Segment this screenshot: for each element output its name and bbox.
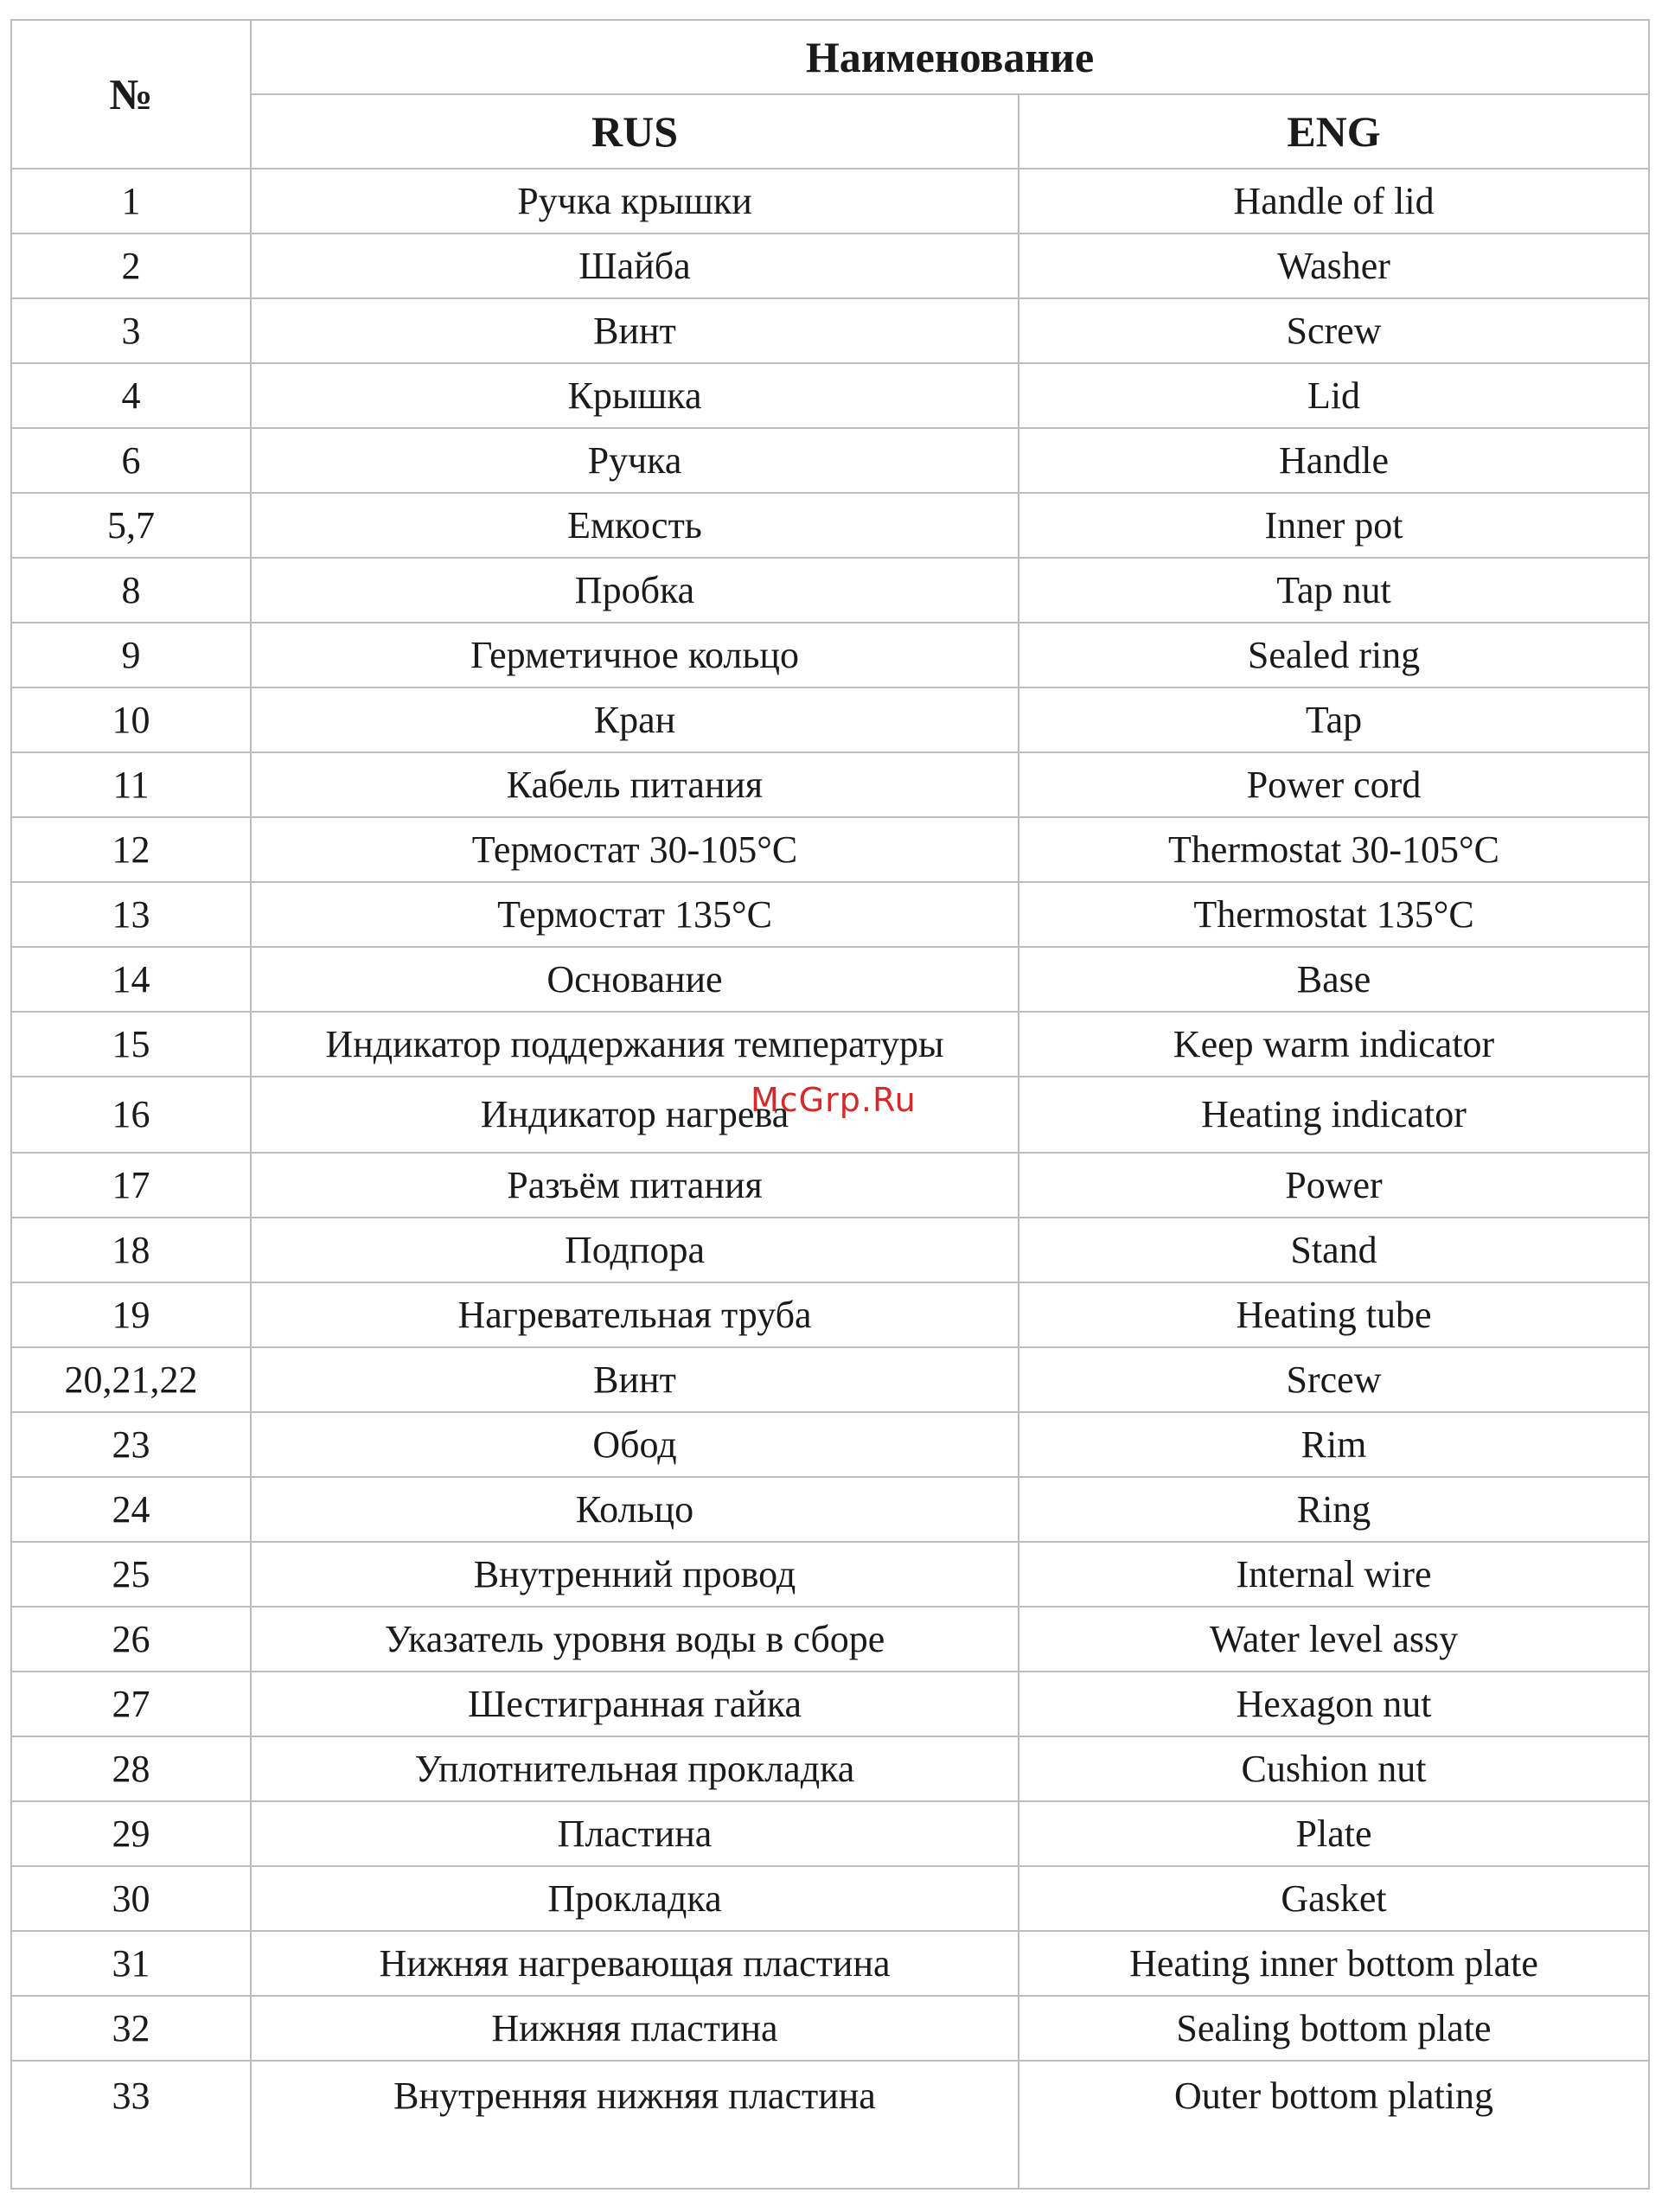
table-row — [11, 1607, 1649, 1672]
table-row — [11, 1012, 1649, 1077]
part-name-rus-cell: Обод — [251, 1412, 1019, 1477]
table-row — [11, 1282, 1649, 1347]
part-name-eng-cell: Rim — [1019, 1412, 1649, 1477]
table-row — [11, 1801, 1649, 1866]
part-number-cell: 2 — [11, 233, 251, 298]
part-name-rus-cell: Шайба — [251, 233, 1019, 298]
part-name-eng-cell: Power cord — [1019, 752, 1649, 817]
table-row — [11, 687, 1649, 752]
part-name-eng-cell: Sealing bottom plate — [1019, 1996, 1649, 2061]
part-number-cell: 27 — [11, 1672, 251, 1736]
part-number-cell: 15 — [11, 1012, 251, 1077]
part-name-eng-cell: Cushion nut — [1019, 1736, 1649, 1801]
part-name-eng-cell: Thermostat 30-105°C — [1019, 817, 1649, 882]
part-number-cell: 8 — [11, 558, 251, 623]
part-name-eng-cell: Heating inner bottom plate — [1019, 1931, 1649, 1996]
part-name-eng-cell: Sealed ring — [1019, 623, 1649, 687]
part-name-eng-cell: Tap — [1019, 687, 1649, 752]
table-row — [11, 1477, 1649, 1542]
table-row — [11, 1153, 1649, 1218]
watermark: McGrp.Ru — [751, 1081, 917, 1119]
header-row-top — [11, 20, 1649, 94]
part-name-rus-cell: Герметичное кольцо — [251, 623, 1019, 687]
part-number-cell: 16 — [11, 1077, 251, 1153]
part-number-cell: 29 — [11, 1801, 251, 1866]
part-number-cell: 6 — [11, 428, 251, 493]
part-name-eng-cell: Washer — [1019, 233, 1649, 298]
part-name-eng-cell: Outer bottom plating — [1019, 2061, 1649, 2189]
part-number-cell: 5,7 — [11, 493, 251, 558]
part-name-eng-cell: Plate — [1019, 1801, 1649, 1866]
part-number-cell: 23 — [11, 1412, 251, 1477]
table-row — [11, 947, 1649, 1012]
part-number-cell: 20,21,22 — [11, 1347, 251, 1412]
part-name-eng-cell: Base — [1019, 947, 1649, 1012]
part-name-eng-cell: Power — [1019, 1153, 1649, 1218]
table-row — [11, 2061, 1649, 2189]
table-row — [11, 428, 1649, 493]
table-row — [11, 817, 1649, 882]
part-number-cell: 3 — [11, 298, 251, 363]
part-name-rus-cell: Крышка — [251, 363, 1019, 428]
part-name-rus-cell: Разъём питания — [251, 1153, 1019, 1218]
table-row — [11, 1736, 1649, 1801]
header-rus: RUS — [251, 94, 1019, 169]
table-row — [11, 623, 1649, 687]
part-name-rus-cell: Ручка — [251, 428, 1019, 493]
part-number-cell: 1 — [11, 169, 251, 233]
part-name-rus-cell: Винт — [251, 1347, 1019, 1412]
part-number-cell: 11 — [11, 752, 251, 817]
part-name-eng-cell: Stand — [1019, 1218, 1649, 1282]
part-name-eng-cell: Srcew — [1019, 1347, 1649, 1412]
table-row — [11, 1672, 1649, 1736]
part-name-rus-cell: Емкость — [251, 493, 1019, 558]
part-name-eng-cell: Ring — [1019, 1477, 1649, 1542]
table-row — [11, 1931, 1649, 1996]
part-name-rus-cell: Индикатор нагрева — [251, 1077, 1019, 1153]
table-row — [11, 1542, 1649, 1607]
part-name-rus-cell: Прокладка — [251, 1866, 1019, 1931]
part-number-cell: 25 — [11, 1542, 251, 1607]
part-number-cell: 10 — [11, 687, 251, 752]
header-eng: ENG — [1019, 94, 1649, 169]
table-row — [11, 233, 1649, 298]
part-name-rus-cell: Кольцо — [251, 1477, 1019, 1542]
part-name-eng-cell: Gasket — [1019, 1866, 1649, 1931]
part-name-rus-cell: Внутренний провод — [251, 1542, 1019, 1607]
part-name-rus-cell: Указатель уровня воды в сборе — [251, 1607, 1019, 1672]
part-name-rus-cell: Индикатор поддержания температуры — [251, 1012, 1019, 1077]
part-name-eng-cell: Keep warm indicator — [1019, 1012, 1649, 1077]
table-row — [11, 558, 1649, 623]
part-name-rus-cell: Термостат 30-105°C — [251, 817, 1019, 882]
part-name-rus-cell: Пластина — [251, 1801, 1019, 1866]
part-name-eng-cell: Heating indicator — [1019, 1077, 1649, 1153]
part-number-cell: 31 — [11, 1931, 251, 1996]
part-number-cell: 4 — [11, 363, 251, 428]
part-name-eng-cell: Water level assy — [1019, 1607, 1649, 1672]
part-name-eng-cell: Heating tube — [1019, 1282, 1649, 1347]
part-number-cell: 13 — [11, 882, 251, 947]
part-name-rus-cell: Термостат 135°C — [251, 882, 1019, 947]
part-number-cell: 12 — [11, 817, 251, 882]
part-number-cell: 14 — [11, 947, 251, 1012]
part-number-cell: 9 — [11, 623, 251, 687]
part-name-eng-cell: Hexagon nut — [1019, 1672, 1649, 1736]
part-name-rus-cell: Ручка крышки — [251, 169, 1019, 233]
part-name-rus-cell: Кран — [251, 687, 1019, 752]
table-row — [11, 1218, 1649, 1282]
part-name-rus-cell: Нагревательная труба — [251, 1282, 1019, 1347]
part-name-eng-cell: Tap nut — [1019, 558, 1649, 623]
table-row — [11, 1866, 1649, 1931]
part-name-rus-cell: Пробка — [251, 558, 1019, 623]
part-number-cell: 18 — [11, 1218, 251, 1282]
part-name-eng-cell: Screw — [1019, 298, 1649, 363]
part-name-rus-cell: Уплотнительная прокладка — [251, 1736, 1019, 1801]
table-row — [11, 1996, 1649, 2061]
part-name-rus-cell: Основание — [251, 947, 1019, 1012]
part-number-cell: 19 — [11, 1282, 251, 1347]
part-name-rus-cell: Нижняя пластина — [251, 1996, 1019, 2061]
part-number-cell: 33 — [11, 2061, 251, 2189]
part-name-rus-cell: Внутренняя нижняя пластина — [251, 2061, 1019, 2189]
part-name-rus-cell: Кабель питания — [251, 752, 1019, 817]
part-name-rus-cell: Винт — [251, 298, 1019, 363]
part-name-rus-cell: Нижняя нагревающая пластина — [251, 1931, 1019, 1996]
table-row — [11, 298, 1649, 363]
part-name-rus-cell: Шестигранная гайка — [251, 1672, 1019, 1736]
part-number-cell: 24 — [11, 1477, 251, 1542]
part-name-eng-cell: Thermostat 135°C — [1019, 882, 1649, 947]
table-row — [11, 363, 1649, 428]
part-number-cell: 26 — [11, 1607, 251, 1672]
table-row — [11, 1412, 1649, 1477]
part-number-cell: 32 — [11, 1996, 251, 2061]
header-name: Наименование — [251, 20, 1649, 94]
table-row — [11, 1347, 1649, 1412]
part-name-rus-cell: Подпора — [251, 1218, 1019, 1282]
table-row — [11, 493, 1649, 558]
part-name-eng-cell: Internal wire — [1019, 1542, 1649, 1607]
table-row — [11, 169, 1649, 233]
table-row — [11, 882, 1649, 947]
table-row — [11, 752, 1649, 817]
part-name-eng-cell: Inner pot — [1019, 493, 1649, 558]
part-name-eng-cell: Lid — [1019, 363, 1649, 428]
part-name-eng-cell: Handle — [1019, 428, 1649, 493]
part-number-cell: 28 — [11, 1736, 251, 1801]
part-number-cell: 30 — [11, 1866, 251, 1931]
header-row-lang — [11, 94, 1649, 169]
part-name-eng-cell: Handle of lid — [1019, 169, 1649, 233]
part-number-cell: 17 — [11, 1153, 251, 1218]
parts-table-body — [11, 169, 1649, 2189]
header-number: № — [11, 20, 251, 169]
